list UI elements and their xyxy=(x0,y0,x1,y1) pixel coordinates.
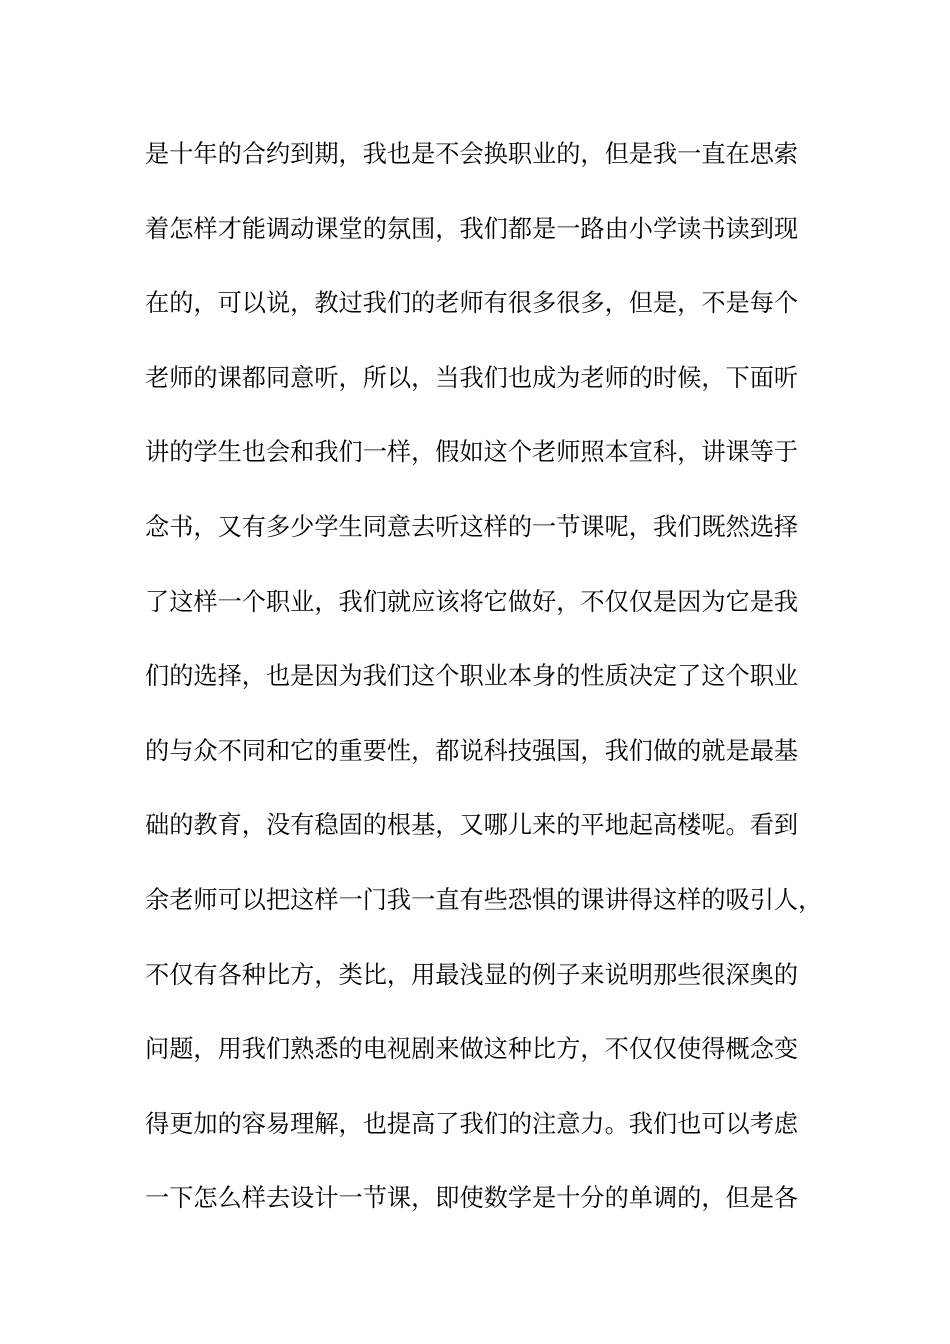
text-line: 在的，可以说，教过我们的老师有很多很多，但是，不是每个 xyxy=(145,289,799,318)
text-line: 是十年的合约到期，我也是不会换职业的，但是我一直在思索 xyxy=(145,140,799,168)
text-line: 老师的课都同意听，所以，当我们也成为老师的时候，下面听 xyxy=(145,363,799,392)
text-line: 的与众不同和它的重要性，都说科技强国，我们做的就是最基 xyxy=(145,736,799,765)
text-line: 了这样一个职业，我们就应该将它做好，不仅仅是因为它是我 xyxy=(145,587,799,616)
text-line: 一下怎么样去设计一节课，即使数学是十分的单调的，但是各 xyxy=(145,1184,799,1213)
text-line: 念书，又有多少学生同意去听这样的一节课呢，我们既然选择 xyxy=(145,512,799,541)
text-line: 余老师可以把这样一门我一直有些恐惧的课讲得这样的吸引人， xyxy=(145,885,823,914)
body-text xyxy=(145,130,823,1249)
text-line: 问题，用我们熟悉的电视剧来做这种比方，不仅仅使得概念变 xyxy=(145,1035,799,1064)
text-line: 得更加的容易理解，也提高了我们的注意力。我们也可以考虑 xyxy=(145,1109,799,1138)
text-line: 们的选择，也是因为我们这个职业本身的性质决定了这个职业 xyxy=(145,662,799,691)
text-line: 不仅有各种比方，类比，用最浅显的例子来说明那些很深奥的 xyxy=(145,960,799,989)
text-line: 着怎样才能调动课堂的氛围，我们都是一路由小学读书读到现 xyxy=(145,214,799,243)
text-line: 础的教育，没有稳固的根基，又哪儿来的平地起高楼呢。看到 xyxy=(145,811,799,840)
text-line: 讲的学生也会和我们一样，假如这个老师照本宣科，讲课等于 xyxy=(145,438,799,467)
